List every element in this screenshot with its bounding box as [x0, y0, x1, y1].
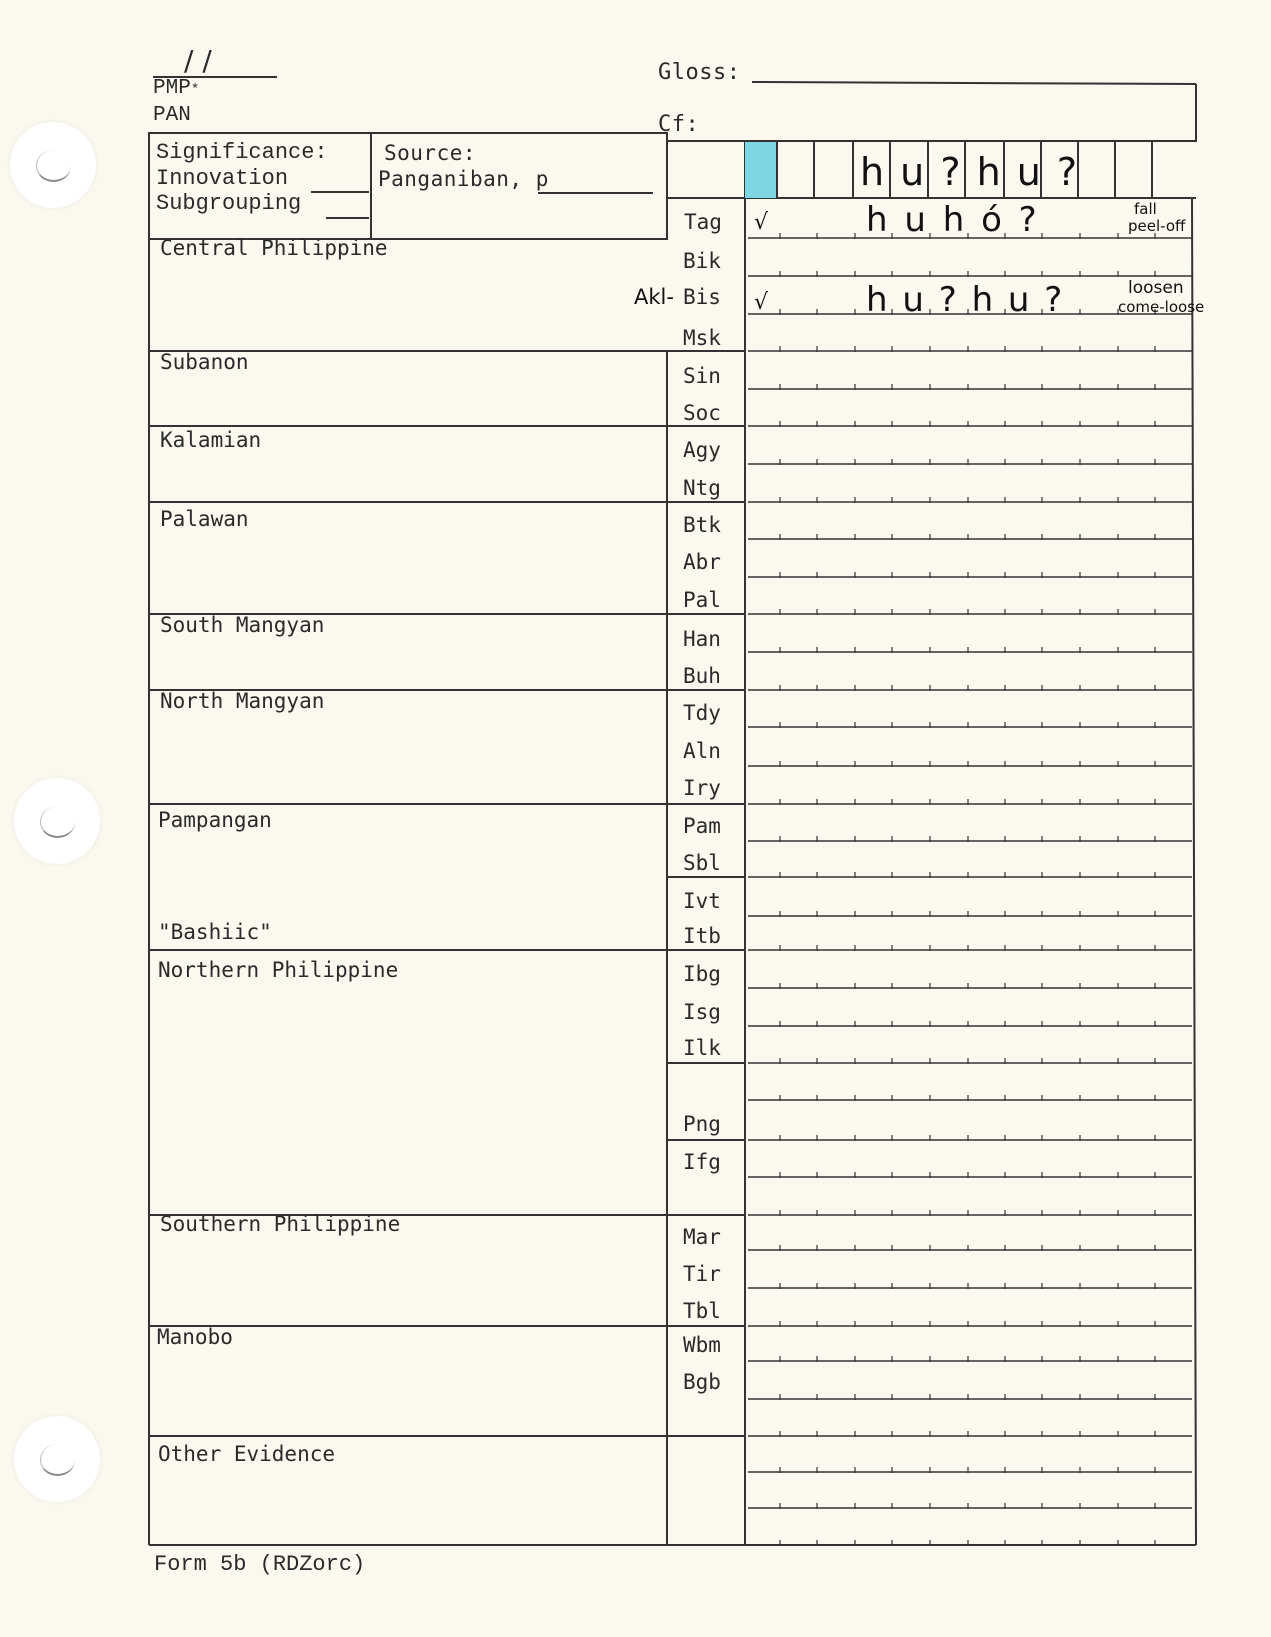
tag-gloss-2: peel-off	[1128, 217, 1186, 235]
form-footer-label: Form 5b (RDZorc)	[154, 1552, 366, 1577]
group-palawan: Palawan	[160, 507, 249, 531]
lang-abr: Abr	[683, 550, 721, 574]
tag-form: h u h ó ?	[866, 200, 1040, 240]
lang-bgb: Bgb	[683, 1370, 721, 1394]
lang-png: Png	[683, 1112, 721, 1136]
lang-soc: Soc	[683, 401, 721, 425]
source-title: Source:	[384, 141, 477, 165]
lang-tag: Tag	[684, 210, 722, 234]
header-reconstructed-form: h u ? h u ?	[860, 150, 1080, 194]
lang-ivt: Ivt	[683, 889, 721, 913]
cf-label: Cf:	[658, 112, 700, 137]
lang-aln: Aln	[683, 739, 721, 763]
group-subanon: Subanon	[160, 350, 249, 374]
lang-wbm: Wbm	[683, 1333, 721, 1357]
lang-agy: Agy	[683, 438, 721, 462]
lang-ibg: Ibg	[683, 962, 721, 986]
lang-itb: Itb	[683, 924, 721, 948]
tag-check-mark: √	[754, 210, 769, 235]
lang-isg: Isg	[683, 1000, 721, 1024]
tag-gloss-1: fall	[1134, 200, 1157, 218]
asterisk: *	[190, 82, 200, 98]
lang-sbl: Sbl	[683, 851, 721, 875]
lang-pam: Pam	[683, 814, 721, 838]
source-value: Panganiban, p	[378, 167, 549, 191]
group-southern-philippine: Southern Philippine	[160, 1212, 401, 1236]
group-bashiic: "Bashiic"	[158, 920, 272, 944]
group-other-evidence: Other Evidence	[158, 1442, 336, 1466]
bis-form: h u ? h u ?	[866, 280, 1065, 320]
lang-pal: Pal	[683, 588, 721, 612]
lang-tbl: Tbl	[683, 1299, 721, 1323]
lang-tdy: Tdy	[683, 701, 721, 725]
pmp-label: PMP*	[153, 77, 200, 100]
lang-ntg: Ntg	[683, 476, 721, 500]
subgrouping-label: Subgrouping	[156, 191, 302, 216]
bis-gloss-2: come-loose	[1118, 298, 1205, 316]
group-central-philippine: Central Philippine	[160, 236, 388, 260]
lang-sin: Sin	[683, 364, 721, 388]
significance-title: Significance:	[156, 140, 328, 165]
lang-tir: Tir	[683, 1262, 721, 1286]
innovation-label: Innovation	[156, 166, 289, 191]
lang-buh: Buh	[683, 664, 721, 688]
group-pampangan: Pampangan	[158, 808, 272, 832]
slash-marks: / /	[184, 44, 212, 77]
lang-ilk: Ilk	[683, 1036, 721, 1060]
group-manobo: Manobo	[157, 1325, 233, 1349]
lang-msk: Msk	[683, 326, 721, 350]
bis-check-mark: √	[754, 290, 769, 315]
group-northern-philippine: Northern Philippine	[158, 958, 399, 982]
lang-ifg: Ifg	[683, 1150, 721, 1174]
akl-prefix: Akl-	[634, 285, 674, 309]
group-north-mangyan: North Mangyan	[160, 689, 325, 713]
gloss-label: Gloss:	[658, 60, 741, 85]
lang-btk: Btk	[683, 513, 721, 537]
lang-mar: Mar	[683, 1225, 721, 1249]
group-kalamian: Kalamian	[160, 428, 262, 452]
group-south-mangyan: South Mangyan	[160, 613, 325, 637]
lang-bis: Bis	[683, 285, 721, 309]
lang-bik: Bik	[683, 249, 721, 273]
bis-gloss-1: loosen	[1128, 278, 1184, 298]
pan-label: PAN	[153, 104, 191, 127]
lang-iry: Iry	[683, 776, 721, 800]
lang-han: Han	[683, 627, 721, 651]
